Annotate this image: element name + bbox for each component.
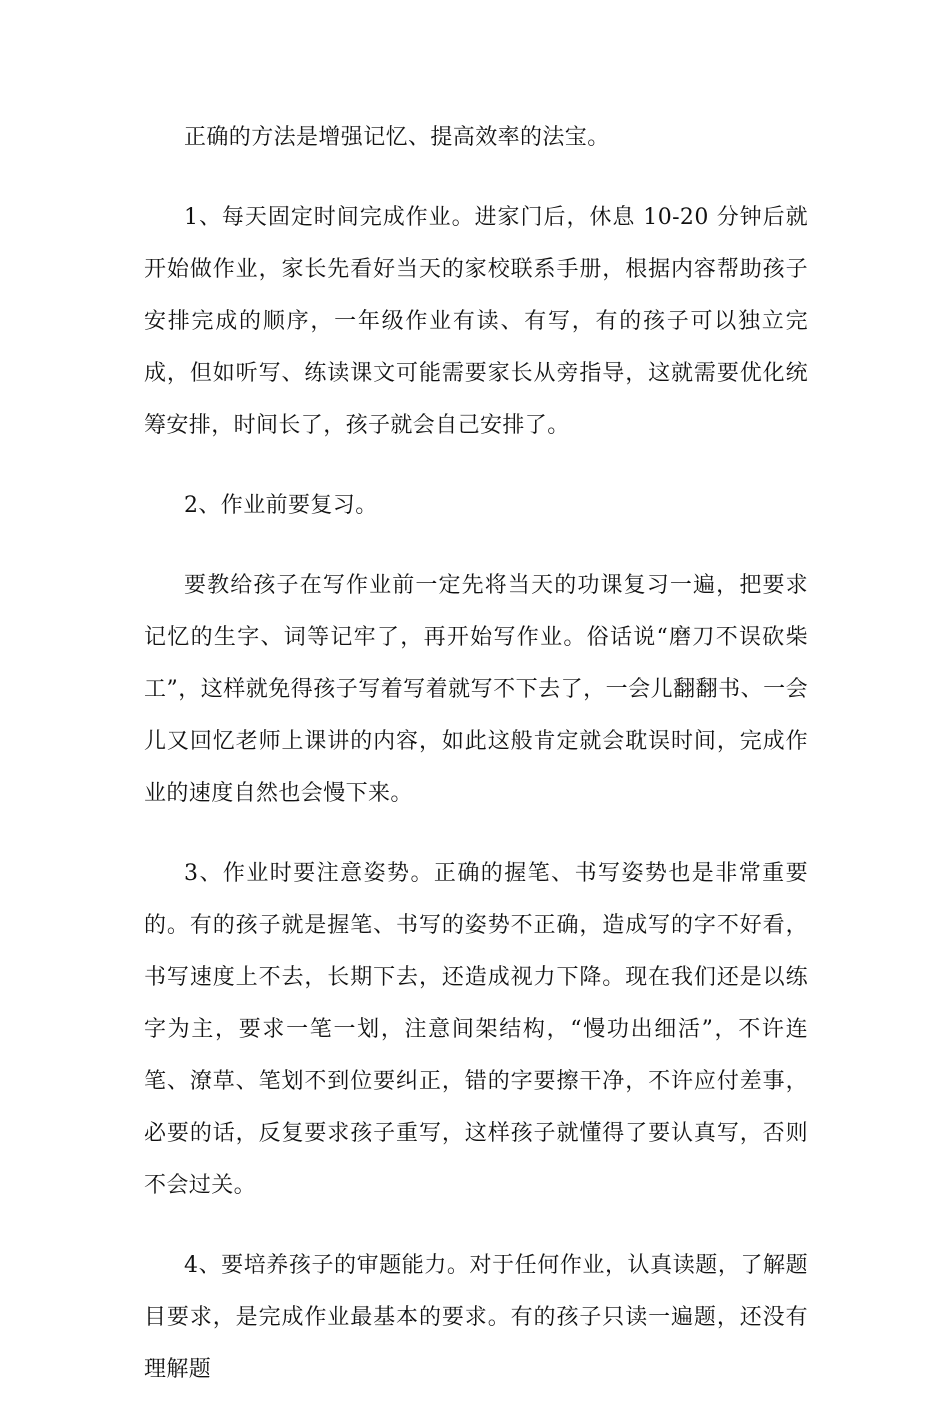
paragraph-item-2: 2、作业前要复习。	[184, 493, 378, 518]
paragraph-intro: 正确的方法是增强记忆、提高效率的法宝。	[184, 125, 610, 150]
paragraph-item-4: 4、要培养孩子的审题能力。对于任何作业，认真读题，了解题目要求，是完成作业最基本的要求。有的孩子只读一遍题，还没有理解题	[144, 1253, 808, 1382]
document-body	[144, 112, 808, 1424]
paragraph-item-3: 3、作业时要注意姿势。正确的握笔、书写姿势也是非常重要的。有的孩子就是握笔、书写的姿势不正确，造成写的字不好看，书写速度上不去，长期下去，还造成视力下降。现在我们还是以练字为主，要求一笔一划，注意间架结构，“慢功出细活”，不许连笔、潦草、笔划不到位要纠正，错的字要擦干净，不许应付差事，必要的话，反复要求孩子重写，这样孩子就懂得了要认真写，否则不会过关。	[144, 861, 808, 1198]
paragraph-item-1: 1、每天固定时间完成作业。进家门后，休息 10-20 分钟后就开始做作业，家长先看好当天的家校联系手册，根据内容帮助孩子安排完成的顺序，一年级作业有读、有写，有的孩子可以独立完成，但如听写、练读课文可能需要家长从旁指导，这就需要优化统筹安排，时间长了，孩子就会自己安排了。	[144, 205, 808, 438]
paragraph-review: 要教给孩子在写作业前一定先将当天的功课复习一遍，把要求记忆的生字、词等记牢了，再开始写作业。俗话说“磨刀不误砍柴工”，这样就免得孩子写着写着就写不下去了，一会儿翻翻书、一会儿又回忆老师上课讲的内容，如此这般肯定就会耽误时间，完成作业的速度自然也会慢下来。	[144, 573, 808, 806]
